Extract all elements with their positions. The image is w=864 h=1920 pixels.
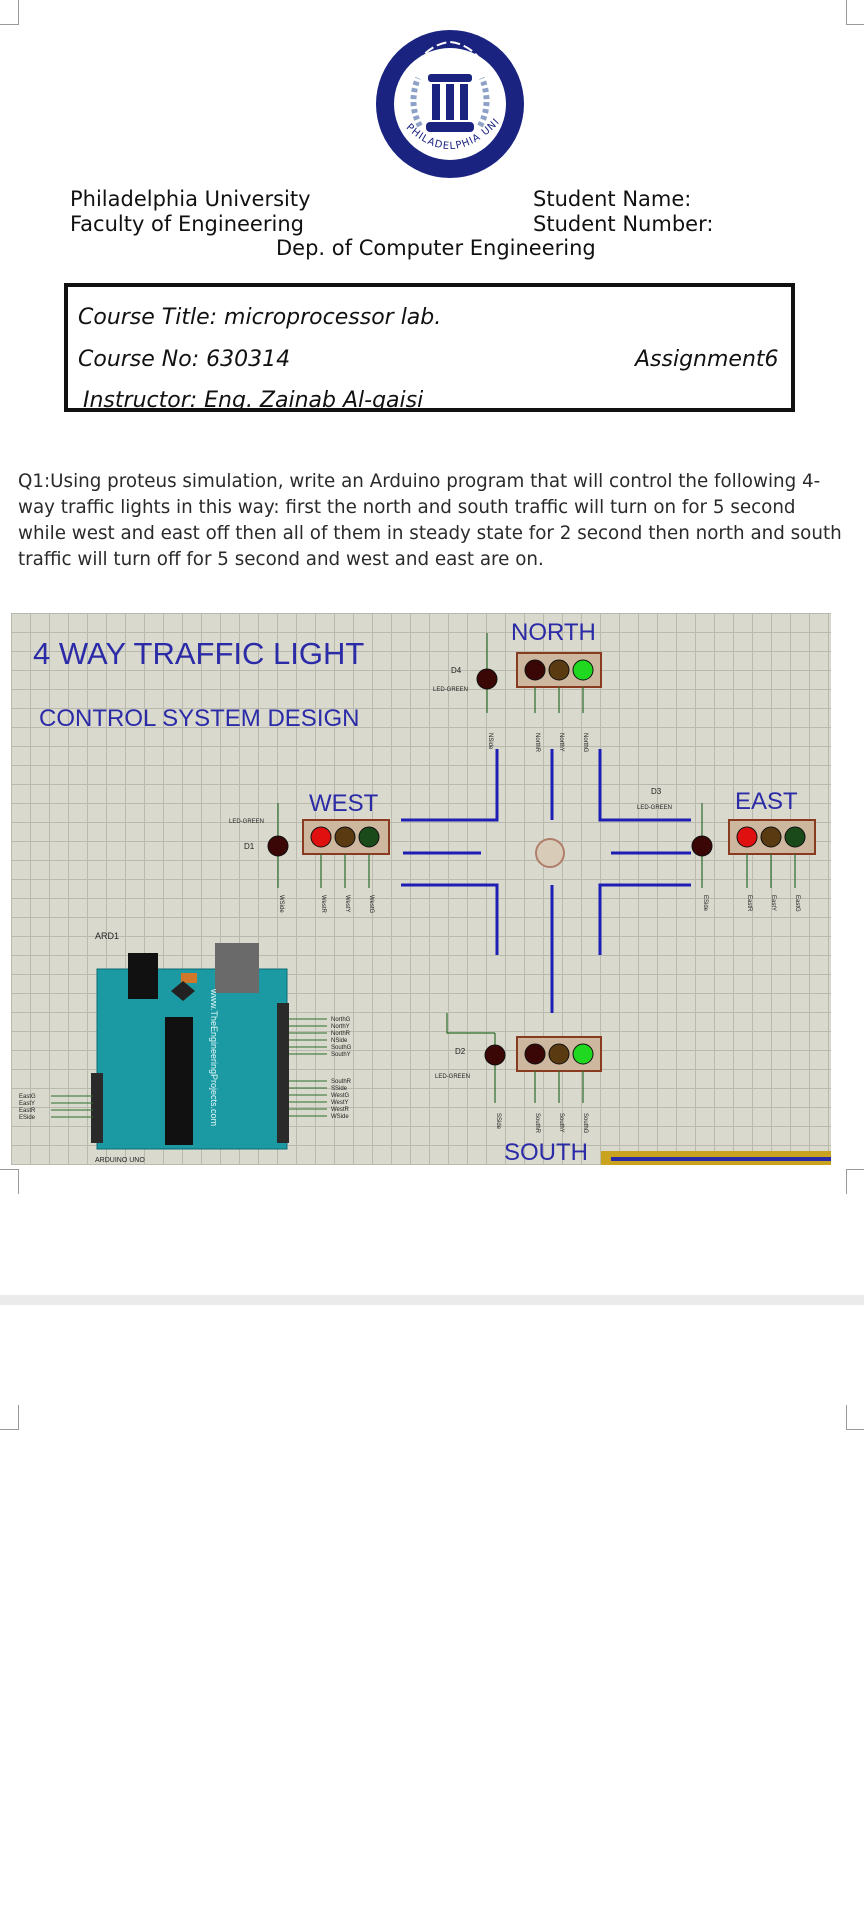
north-side-pin: NSide — [487, 733, 493, 750]
north-yellow-lamp — [549, 660, 569, 680]
west-yellow-lamp — [335, 827, 355, 847]
west-red-lamp — [311, 827, 331, 847]
course-info-box — [64, 283, 795, 412]
question-text: Q1:Using proteus simulation, write an Arduino program that will control the following 4-way traffic lights in this way: first the north and south traffic will turn on for 5 second while west and east off then all of them in steady state for 2 second then north and south traffic will turn off for 5 second and west and east are on. — [18, 471, 842, 570]
instructor-name: Instructor: Eng. Zainab Al-qaisi — [83, 388, 424, 413]
west-pin-y: WestY — [344, 895, 350, 913]
course-title: Course Title: microprocessor lab. — [78, 305, 442, 330]
east-red-lamp — [737, 827, 757, 847]
south-yellow-lamp — [549, 1044, 569, 1064]
west-label: WEST — [309, 790, 379, 817]
d1-type: LED-GREEN — [229, 819, 265, 825]
east-indicator-led — [692, 836, 712, 856]
pin-east-y: EastY — [19, 1101, 36, 1107]
west-pin-r: WestR — [320, 895, 326, 913]
pin-east-r: EastR — [19, 1108, 36, 1114]
south-indicator-led — [485, 1045, 505, 1065]
north-indicator-led — [477, 669, 497, 689]
south-label: SOUTH — [504, 1139, 588, 1165]
arduino-uno-board — [91, 943, 289, 1149]
north-red-lamp — [525, 660, 545, 680]
west-indicator-led — [268, 836, 288, 856]
pin-west-y: WestY — [331, 1100, 349, 1106]
north-pin-g: NorthG — [582, 733, 588, 753]
schematic-subtitle: CONTROL SYSTEM DESIGN — [39, 705, 360, 732]
page-gap — [0, 1295, 864, 1305]
pin-north-side: NSide — [331, 1038, 348, 1044]
d3-type: LED-GREEN — [637, 805, 673, 811]
traffic-light-schematic — [11, 613, 831, 1165]
d1-label: D1 — [244, 842, 255, 851]
south-pin-y: SouthY — [558, 1113, 564, 1133]
pin-south-g: SouthG — [331, 1045, 352, 1051]
east-yellow-lamp — [761, 827, 781, 847]
taskbar-strip-line — [611, 1157, 831, 1161]
assignment-label: Assignment6 — [635, 347, 779, 372]
student-number-label: Student Number: — [533, 212, 714, 236]
crop-mark — [0, 1405, 19, 1430]
arduino-ref: ARD1 — [95, 931, 120, 941]
north-pin-r: NorthR — [534, 733, 540, 753]
pin-south-side: SSide — [331, 1086, 348, 1092]
east-side-pin: ESide — [702, 895, 708, 912]
south-green-lamp — [573, 1044, 593, 1064]
north-green-lamp — [573, 660, 593, 680]
d2-type: LED-GREEN — [435, 1074, 471, 1080]
intersection-center — [536, 839, 564, 867]
course-number: Course No: 630314 — [78, 347, 291, 372]
pin-north-r: NorthR — [331, 1031, 351, 1037]
pin-north-g: NorthG — [331, 1017, 351, 1023]
pin-south-y: SouthY — [331, 1052, 351, 1058]
faculty-name: Faculty of Engineering — [70, 212, 304, 236]
pin-west-r: WestR — [331, 1107, 349, 1113]
south-red-lamp — [525, 1044, 545, 1064]
pin-west-g: WestG — [331, 1093, 350, 1099]
south-pin-g: SouthG — [582, 1113, 588, 1134]
department-name: Dep. of Computer Engineering — [276, 236, 596, 260]
pin-south-r: SouthR — [331, 1079, 352, 1085]
crop-mark — [846, 0, 864, 25]
east-pin-r: EastR — [746, 895, 752, 912]
north-pin-y: NorthY — [558, 733, 564, 752]
d2-label: D2 — [455, 1047, 466, 1056]
pin-west-side: WSide — [331, 1114, 349, 1120]
crop-mark — [846, 1405, 864, 1430]
east-label: EAST — [735, 788, 798, 815]
west-side-pin: WSide — [278, 895, 284, 913]
d3-label: D3 — [651, 787, 662, 796]
arduino-website: www.TheEngineeringProjects.com — [209, 989, 219, 1127]
south-side-pin: SSide — [495, 1113, 501, 1130]
pin-north-y: NorthY — [331, 1024, 350, 1030]
d4-type: LED-GREEN — [433, 687, 469, 693]
intersection-roads — [401, 749, 691, 1013]
west-green-lamp — [359, 827, 379, 847]
pin-east-side: ESide — [19, 1115, 36, 1121]
university-name: Philadelphia University — [70, 187, 311, 211]
east-pin-y: EastY — [770, 895, 776, 912]
crop-mark — [846, 1169, 864, 1194]
west-pin-g: WestG — [368, 895, 374, 914]
north-label: NORTH — [511, 619, 596, 646]
student-name-label: Student Name: — [533, 187, 692, 211]
document-page-2 — [0, 1305, 864, 1920]
arduino-name: ARDUINO UNO — [95, 1157, 145, 1164]
south-pin-r: SouthR — [534, 1113, 540, 1134]
crop-mark — [0, 0, 19, 25]
logo-text: PHILADELPHIA UNI — [403, 116, 503, 153]
university-logo — [372, 26, 528, 182]
pin-east-g: EastG — [19, 1094, 36, 1100]
east-green-lamp — [785, 827, 805, 847]
east-pin-g: EastG — [794, 895, 800, 912]
d4-label: D4 — [451, 666, 462, 675]
schematic-title: 4 WAY TRAFFIC LIGHT — [33, 636, 365, 671]
crop-mark — [0, 1169, 19, 1194]
